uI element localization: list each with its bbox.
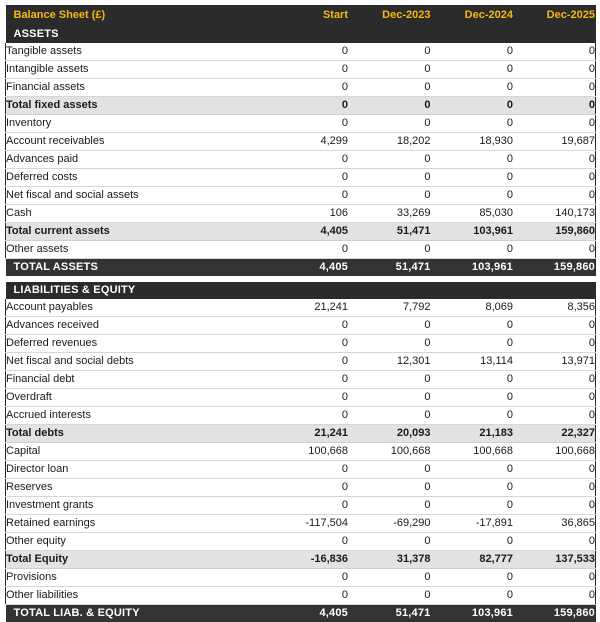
cell-reserves-dec-2025: 0 bbox=[513, 479, 596, 497]
section-heading-filler bbox=[513, 26, 596, 43]
table-row-account-receivables bbox=[6, 133, 596, 151]
row-label-investment-grants: Investment grants bbox=[6, 497, 266, 515]
cell-advances-received-dec-2023: 0 bbox=[348, 317, 431, 335]
row-label-account-payables: Account payables bbox=[6, 299, 266, 317]
row-label-total-assets: TOTAL ASSETS bbox=[6, 259, 266, 277]
cell-other-equity-start: 0 bbox=[266, 533, 349, 551]
cell-financial-assets-dec-2025: 0 bbox=[513, 79, 596, 97]
cell-tangible-assets-start: 0 bbox=[266, 43, 349, 61]
table-row-overdraft bbox=[6, 389, 596, 407]
row-label-other-assets: Other assets bbox=[6, 241, 266, 259]
table-row-provisions bbox=[6, 569, 596, 587]
table-row-account-payables bbox=[6, 299, 596, 317]
cell-net-fiscal-and-social-debts-dec-2023: 12,301 bbox=[348, 353, 431, 371]
cell-total-current-assets-dec-2025: 159,860 bbox=[513, 223, 596, 241]
cell-other-assets-dec-2025: 0 bbox=[513, 241, 596, 259]
row-label-director-loan: Director loan bbox=[6, 461, 266, 479]
cell-deferred-costs-dec-2023: 0 bbox=[348, 169, 431, 187]
cell-account-payables-start: 21,241 bbox=[266, 299, 349, 317]
section-heading-filler bbox=[266, 282, 349, 299]
table-row-accrued-interests bbox=[6, 407, 596, 425]
row-label-tangible-assets: Tangible assets bbox=[6, 43, 266, 61]
cell-tangible-assets-dec-2025: 0 bbox=[513, 43, 596, 61]
cell-total-fixed-assets-start: 0 bbox=[266, 97, 349, 115]
cell-total-debts-dec-2023: 20,093 bbox=[348, 425, 431, 443]
cell-total-fixed-assets-dec-2023: 0 bbox=[348, 97, 431, 115]
cell-total-assets-dec-2024: 103,961 bbox=[431, 259, 514, 277]
cell-overdraft-dec-2024: 0 bbox=[431, 389, 514, 407]
cell-net-fiscal-and-social-assets-dec-2024: 0 bbox=[431, 187, 514, 205]
section-heading-liabilities-and-equity bbox=[6, 282, 596, 299]
section-heading-label: LIABILITIES & EQUITY bbox=[6, 282, 266, 299]
cell-total-current-assets-dec-2023: 51,471 bbox=[348, 223, 431, 241]
table-row-deferred-costs bbox=[6, 169, 596, 187]
grand-total-row-total-liab-and-equity bbox=[6, 605, 596, 622]
row-label-total-debts: Total debts bbox=[6, 425, 266, 443]
cell-director-loan-dec-2024: 0 bbox=[431, 461, 514, 479]
cell-account-payables-dec-2024: 8,069 bbox=[431, 299, 514, 317]
cell-total-current-assets-start: 4,405 bbox=[266, 223, 349, 241]
cell-capital-dec-2024: 100,668 bbox=[431, 443, 514, 461]
section-heading-filler bbox=[513, 282, 596, 299]
cell-total-fixed-assets-dec-2024: 0 bbox=[431, 97, 514, 115]
cell-financial-assets-dec-2023: 0 bbox=[348, 79, 431, 97]
cell-other-assets-start: 0 bbox=[266, 241, 349, 259]
cell-retained-earnings-dec-2024: -17,891 bbox=[431, 515, 514, 533]
cell-deferred-revenues-dec-2023: 0 bbox=[348, 335, 431, 353]
table-row-investment-grants bbox=[6, 497, 596, 515]
cell-inventory-dec-2023: 0 bbox=[348, 115, 431, 133]
row-label-net-fiscal-and-social-assets: Net fiscal and social assets bbox=[6, 187, 266, 205]
table-row-inventory bbox=[6, 115, 596, 133]
cell-other-assets-dec-2023: 0 bbox=[348, 241, 431, 259]
cell-tangible-assets-dec-2023: 0 bbox=[348, 43, 431, 61]
cell-cash-dec-2024: 85,030 bbox=[431, 205, 514, 223]
section-heading-assets bbox=[6, 26, 596, 43]
cell-overdraft-start: 0 bbox=[266, 389, 349, 407]
table-row-advances-paid bbox=[6, 151, 596, 169]
row-label-cash: Cash bbox=[6, 205, 266, 223]
row-label-deferred-costs: Deferred costs bbox=[6, 169, 266, 187]
row-label-other-liabilities: Other liabilities bbox=[6, 587, 266, 605]
table-row-advances-received bbox=[6, 317, 596, 335]
cell-total-equity-dec-2023: 31,378 bbox=[348, 551, 431, 569]
row-label-total-liab-and-equity: TOTAL LIAB. & EQUITY bbox=[6, 605, 266, 622]
table-row-retained-earnings bbox=[6, 515, 596, 533]
cell-intangible-assets-dec-2024: 0 bbox=[431, 61, 514, 79]
cell-accrued-interests-dec-2025: 0 bbox=[513, 407, 596, 425]
subtotal-row-total-debts bbox=[6, 425, 596, 443]
section-heading-filler bbox=[431, 282, 514, 299]
cell-financial-debt-dec-2025: 0 bbox=[513, 371, 596, 389]
cell-total-equity-dec-2024: 82,777 bbox=[431, 551, 514, 569]
cell-advances-paid-dec-2023: 0 bbox=[348, 151, 431, 169]
section-heading-filler bbox=[266, 26, 349, 43]
cell-net-fiscal-and-social-assets-dec-2023: 0 bbox=[348, 187, 431, 205]
cell-provisions-dec-2023: 0 bbox=[348, 569, 431, 587]
cell-total-assets-dec-2023: 51,471 bbox=[348, 259, 431, 277]
cell-total-assets-dec-2025: 159,860 bbox=[513, 259, 596, 277]
cell-total-liab-and-equity-dec-2023: 51,471 bbox=[348, 605, 431, 622]
table-row-financial-debt bbox=[6, 371, 596, 389]
cell-director-loan-dec-2023: 0 bbox=[348, 461, 431, 479]
cell-director-loan-dec-2025: 0 bbox=[513, 461, 596, 479]
cell-advances-received-dec-2024: 0 bbox=[431, 317, 514, 335]
cell-account-receivables-start: 4,299 bbox=[266, 133, 349, 151]
column-header-start: Start bbox=[266, 5, 349, 26]
cell-tangible-assets-dec-2024: 0 bbox=[431, 43, 514, 61]
cell-total-liab-and-equity-start: 4,405 bbox=[266, 605, 349, 622]
cell-total-current-assets-dec-2024: 103,961 bbox=[431, 223, 514, 241]
cell-net-fiscal-and-social-assets-dec-2025: 0 bbox=[513, 187, 596, 205]
cell-account-payables-dec-2023: 7,792 bbox=[348, 299, 431, 317]
cell-total-liab-and-equity-dec-2025: 159,860 bbox=[513, 605, 596, 622]
cell-total-liab-and-equity-dec-2024: 103,961 bbox=[431, 605, 514, 622]
cell-overdraft-dec-2023: 0 bbox=[348, 389, 431, 407]
cell-cash-dec-2023: 33,269 bbox=[348, 205, 431, 223]
subtotal-row-total-equity bbox=[6, 551, 596, 569]
cell-investment-grants-dec-2025: 0 bbox=[513, 497, 596, 515]
cell-net-fiscal-and-social-assets-start: 0 bbox=[266, 187, 349, 205]
cell-total-equity-dec-2025: 137,533 bbox=[513, 551, 596, 569]
section-heading-label: ASSETS bbox=[6, 26, 266, 43]
cell-inventory-dec-2025: 0 bbox=[513, 115, 596, 133]
cell-deferred-revenues-dec-2025: 0 bbox=[513, 335, 596, 353]
cell-total-assets-start: 4,405 bbox=[266, 259, 349, 277]
cell-total-debts-dec-2025: 22,327 bbox=[513, 425, 596, 443]
cell-total-equity-start: -16,836 bbox=[266, 551, 349, 569]
cell-deferred-costs-dec-2024: 0 bbox=[431, 169, 514, 187]
cell-retained-earnings-start: -117,504 bbox=[266, 515, 349, 533]
cell-reserves-dec-2024: 0 bbox=[431, 479, 514, 497]
cell-accrued-interests-dec-2023: 0 bbox=[348, 407, 431, 425]
cell-capital-dec-2025: 100,668 bbox=[513, 443, 596, 461]
cell-deferred-costs-start: 0 bbox=[266, 169, 349, 187]
table-row-other-equity bbox=[6, 533, 596, 551]
cell-retained-earnings-dec-2025: 36,865 bbox=[513, 515, 596, 533]
row-label-financial-assets: Financial assets bbox=[6, 79, 266, 97]
column-header-dec-2024: Dec-2024 bbox=[431, 5, 514, 26]
table-row-tangible-assets bbox=[6, 43, 596, 61]
cell-financial-debt-start: 0 bbox=[266, 371, 349, 389]
cell-advances-received-start: 0 bbox=[266, 317, 349, 335]
cell-financial-assets-dec-2024: 0 bbox=[431, 79, 514, 97]
cell-accrued-interests-dec-2024: 0 bbox=[431, 407, 514, 425]
cell-deferred-costs-dec-2025: 0 bbox=[513, 169, 596, 187]
cell-provisions-dec-2024: 0 bbox=[431, 569, 514, 587]
cell-investment-grants-dec-2023: 0 bbox=[348, 497, 431, 515]
cell-investment-grants-start: 0 bbox=[266, 497, 349, 515]
cell-total-debts-dec-2024: 21,183 bbox=[431, 425, 514, 443]
row-label-capital: Capital bbox=[6, 443, 266, 461]
cell-other-equity-dec-2024: 0 bbox=[431, 533, 514, 551]
table-row-capital bbox=[6, 443, 596, 461]
column-header-dec-2025: Dec-2025 bbox=[513, 5, 596, 26]
balance-sheet-body bbox=[6, 5, 596, 622]
row-label-total-equity: Total Equity bbox=[6, 551, 266, 569]
cell-inventory-dec-2024: 0 bbox=[431, 115, 514, 133]
row-label-retained-earnings: Retained earnings bbox=[6, 515, 266, 533]
cell-accrued-interests-start: 0 bbox=[266, 407, 349, 425]
cell-total-fixed-assets-dec-2025: 0 bbox=[513, 97, 596, 115]
row-label-other-equity: Other equity bbox=[6, 533, 266, 551]
row-label-advances-paid: Advances paid bbox=[6, 151, 266, 169]
grand-total-row-total-assets bbox=[6, 259, 596, 277]
table-row-reserves bbox=[6, 479, 596, 497]
table-row-intangible-assets bbox=[6, 61, 596, 79]
row-label-total-fixed-assets: Total fixed assets bbox=[6, 97, 266, 115]
cell-capital-dec-2023: 100,668 bbox=[348, 443, 431, 461]
row-label-provisions: Provisions bbox=[6, 569, 266, 587]
section-heading-filler bbox=[348, 282, 431, 299]
cell-reserves-dec-2023: 0 bbox=[348, 479, 431, 497]
cell-intangible-assets-dec-2025: 0 bbox=[513, 61, 596, 79]
cell-intangible-assets-start: 0 bbox=[266, 61, 349, 79]
cell-director-loan-start: 0 bbox=[266, 461, 349, 479]
cell-account-payables-dec-2025: 8,356 bbox=[513, 299, 596, 317]
row-label-deferred-revenues: Deferred revenues bbox=[6, 335, 266, 353]
cell-other-liabilities-start: 0 bbox=[266, 587, 349, 605]
table-row-other-liabilities bbox=[6, 587, 596, 605]
sheet-title: Balance Sheet (£) bbox=[6, 5, 266, 26]
table-row-director-loan bbox=[6, 461, 596, 479]
cell-financial-assets-start: 0 bbox=[266, 79, 349, 97]
cell-net-fiscal-and-social-debts-start: 0 bbox=[266, 353, 349, 371]
table-row-other-assets bbox=[6, 241, 596, 259]
cell-other-liabilities-dec-2025: 0 bbox=[513, 587, 596, 605]
cell-other-liabilities-dec-2023: 0 bbox=[348, 587, 431, 605]
section-heading-filler bbox=[348, 26, 431, 43]
cell-other-equity-dec-2023: 0 bbox=[348, 533, 431, 551]
cell-provisions-dec-2025: 0 bbox=[513, 569, 596, 587]
cell-account-receivables-dec-2024: 18,930 bbox=[431, 133, 514, 151]
cell-financial-debt-dec-2023: 0 bbox=[348, 371, 431, 389]
cell-overdraft-dec-2025: 0 bbox=[513, 389, 596, 407]
row-label-net-fiscal-and-social-debts: Net fiscal and social debts bbox=[6, 353, 266, 371]
row-label-financial-debt: Financial debt bbox=[6, 371, 266, 389]
cell-cash-start: 106 bbox=[266, 205, 349, 223]
cell-advances-paid-dec-2024: 0 bbox=[431, 151, 514, 169]
cell-net-fiscal-and-social-debts-dec-2024: 13,114 bbox=[431, 353, 514, 371]
cell-intangible-assets-dec-2023: 0 bbox=[348, 61, 431, 79]
column-header-dec-2023: Dec-2023 bbox=[348, 5, 431, 26]
cell-advances-paid-start: 0 bbox=[266, 151, 349, 169]
row-label-inventory: Inventory bbox=[6, 115, 266, 133]
cell-reserves-start: 0 bbox=[266, 479, 349, 497]
cell-deferred-revenues-dec-2024: 0 bbox=[431, 335, 514, 353]
cell-total-debts-start: 21,241 bbox=[266, 425, 349, 443]
cell-net-fiscal-and-social-debts-dec-2025: 13,971 bbox=[513, 353, 596, 371]
cell-capital-start: 100,668 bbox=[266, 443, 349, 461]
cell-inventory-start: 0 bbox=[266, 115, 349, 133]
cell-other-liabilities-dec-2024: 0 bbox=[431, 587, 514, 605]
row-label-overdraft: Overdraft bbox=[6, 389, 266, 407]
cell-advances-paid-dec-2025: 0 bbox=[513, 151, 596, 169]
section-heading-filler bbox=[431, 26, 514, 43]
cell-retained-earnings-dec-2023: -69,290 bbox=[348, 515, 431, 533]
cell-financial-debt-dec-2024: 0 bbox=[431, 371, 514, 389]
row-label-reserves: Reserves bbox=[6, 479, 266, 497]
row-label-account-receivables: Account receivables bbox=[6, 133, 266, 151]
table-row-net-fiscal-and-social-debts bbox=[6, 353, 596, 371]
table-header-row bbox=[6, 5, 596, 26]
row-label-intangible-assets: Intangible assets bbox=[6, 61, 266, 79]
cell-provisions-start: 0 bbox=[266, 569, 349, 587]
row-label-total-current-assets: Total current assets bbox=[6, 223, 266, 241]
balance-sheet-table bbox=[5, 5, 596, 622]
subtotal-row-total-current-assets bbox=[6, 223, 596, 241]
row-label-accrued-interests: Accrued interests bbox=[6, 407, 266, 425]
cell-account-receivables-dec-2023: 18,202 bbox=[348, 133, 431, 151]
cell-investment-grants-dec-2024: 0 bbox=[431, 497, 514, 515]
cell-other-equity-dec-2025: 0 bbox=[513, 533, 596, 551]
cell-other-assets-dec-2024: 0 bbox=[431, 241, 514, 259]
subtotal-row-total-fixed-assets bbox=[6, 97, 596, 115]
table-row-net-fiscal-and-social-assets bbox=[6, 187, 596, 205]
table-row-financial-assets bbox=[6, 79, 596, 97]
cell-advances-received-dec-2025: 0 bbox=[513, 317, 596, 335]
cell-account-receivables-dec-2025: 19,687 bbox=[513, 133, 596, 151]
table-row-deferred-revenues bbox=[6, 335, 596, 353]
cell-deferred-revenues-start: 0 bbox=[266, 335, 349, 353]
row-label-advances-received: Advances received bbox=[6, 317, 266, 335]
table-row-cash bbox=[6, 205, 596, 223]
cell-cash-dec-2025: 140,173 bbox=[513, 205, 596, 223]
